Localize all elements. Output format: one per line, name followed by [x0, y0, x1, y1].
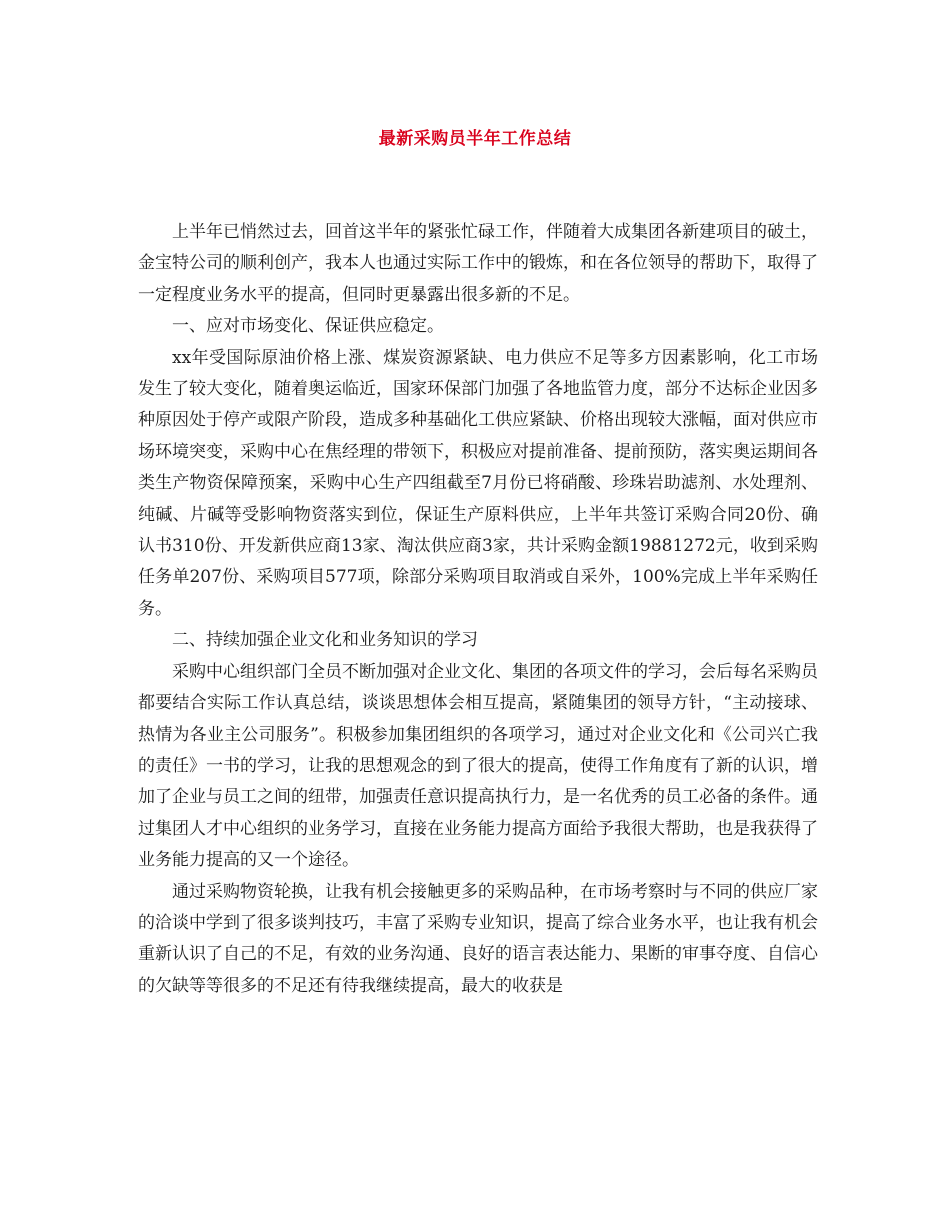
paragraph-market: xx年受国际原油价格上涨、煤炭资源紧缺、电力供应不足等多方因素影响，化工市场发生了较大变化，随着奥运临近，国家环保部门加强了各地监管力度，部分不达标企业因多种原因处于停产或限产阶段，造成多种基础化工供应紧缺、价格出现较大涨幅，面对供应市场环境突变，采购中心在焦经理的带领下，积极应对提前准备、提前预防，落实奥运期间各类生产物资保障预案，采购中心生产四组截至7月份已将硝酸、珍珠岩助滤剂、水处理剂、纯碱、片碱等受影响物资落实到位，保证生产原料供应，上半年共签订采购合同20份、确认书310份、开发新供应商13家、淘汰供应商3家，共计采购金额19881272元，收到采购任务单207份、采购项目577项，除部分采购项目取消或自采外，100%完成上半年采购任务。 [138, 347, 818, 619]
paragraph-intro: 上半年已悄然过去，回首这半年的紧张忙碌工作，伴随着大成集团各新建项目的破土，金宝特公司的顺利创产，我本人也通过实际工作中的锻炼，和在各位领导的帮助下，取得了一定程度业务水平的提高，但同时更暴露出很多新的不足。 [138, 222, 818, 305]
document-title: 最新采购员半年工作总结 [378, 129, 572, 149]
document-body [138, 217, 818, 1002]
paragraph-rotation: 通过采购物资轮换，让我有机会接触更多的采购品种，在市场考察时与不同的供应厂家的洽谈中学到了很多谈判技巧，丰富了采购专业知识，提高了综合业务水平，也让我有机会重新认识了自己的不足，有效的业务沟通、良好的语言表达能力、果断的审事夺度、自信心的欠缺等等很多的不足还有待我继续提高，最大的收获是 [138, 881, 818, 996]
section-heading-2: 二、持续加强企业文化和业务知识的学习 [172, 630, 478, 651]
paragraph-culture: 采购中心组织部门全员不断加强对企业文化、集团的各项文件的学习，会后每名采购员都要结合实际工作认真总结，谈谈思想体会相互提高，紧随集团的领导方针，“主动接球、热情为各业主公司服务”。积极参加集团组织的各项学习，通过对企业文化和《公司兴亡我的责任》一书的学习，让我的思想观念的到了很大的提高，使得工作角度有了新的认识，增加了企业与员工之间的纽带，加强责任意识提高执行力，是一名优秀的员工必备的条件。通过集团人才中心组织的业务学习，直接在业务能力提高方面给予我很大帮助，也是我获得了业务能力提高的又一个途径。 [138, 661, 818, 871]
section-heading-1: 一、应对市场变化、保证供应稳定。 [172, 316, 444, 337]
